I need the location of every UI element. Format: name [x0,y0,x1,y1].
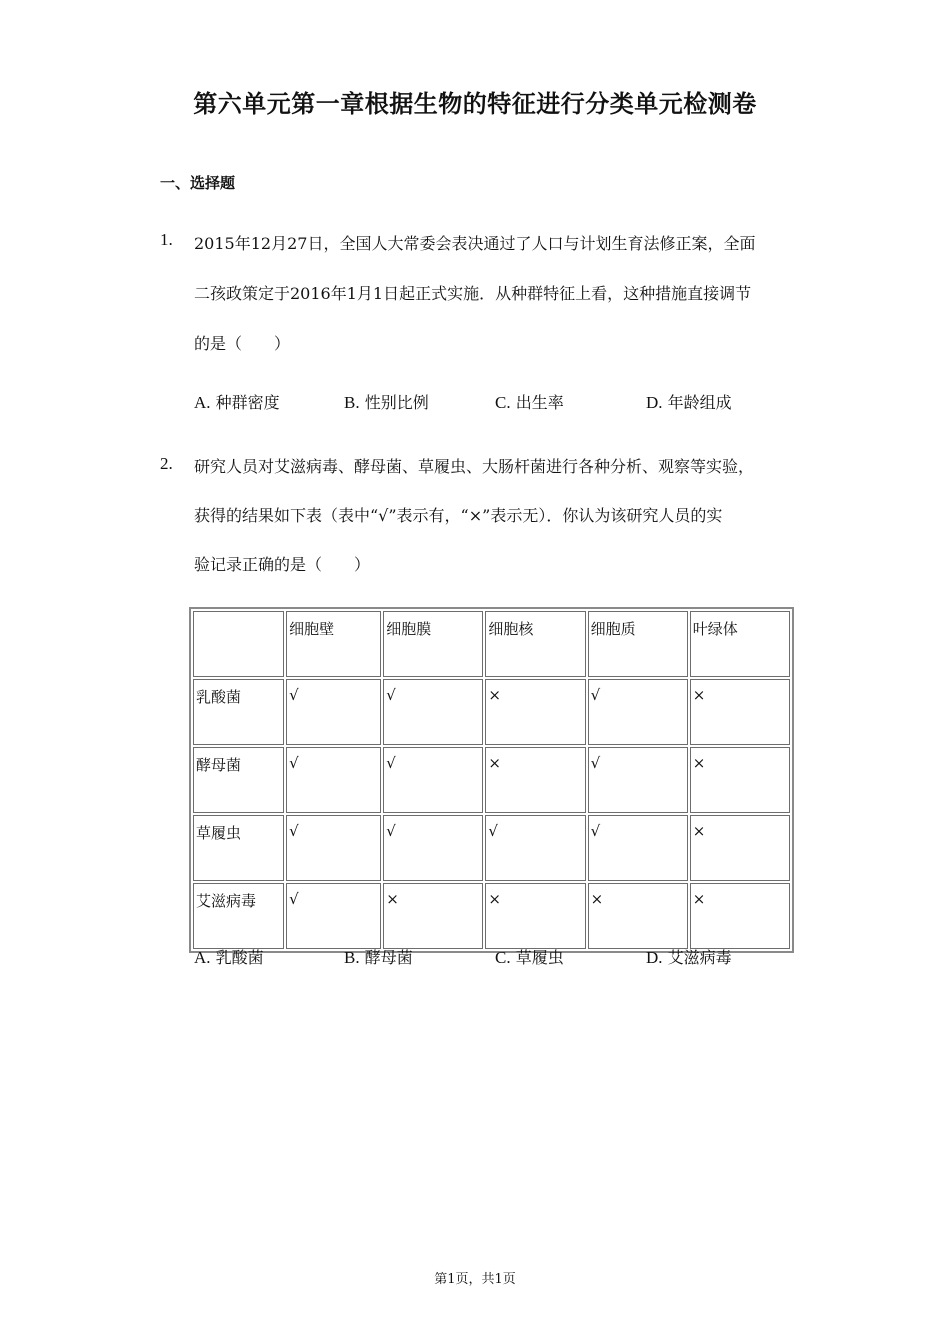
question-1-line-3: 的是（ ） [194,334,291,353]
question-1-option-c[interactable] [495,390,564,413]
table-cell: 艾滋病毒 [193,883,284,949]
table-cell: 酵母菌 [193,747,284,813]
document-title: 第六单元第一章根据生物的特征进行分类单元检测卷 [193,90,757,118]
option-text: 性别比例 [364,393,429,412]
table-cell: √ [286,883,381,949]
table-cell: √ [286,747,381,813]
table-header-cell: 叶绿体 [690,611,790,677]
table-header-cell: 细胞核 [485,611,585,677]
option-letter: C. [495,948,511,967]
option-letter: B. [344,948,360,967]
option-text: 草履虫 [515,948,564,967]
table-cell: √ [588,679,688,745]
option-text: 种群密度 [215,393,280,412]
question-2-number: 2. [160,454,173,473]
table-row [193,815,790,881]
question-1-option-b[interactable] [344,390,429,413]
option-text: 酵母菌 [364,948,413,967]
table-cell: × [690,883,790,949]
question-2-line-2: 获得的结果如下表（表中“√”表示有，“×”表示无）．你认为该研究人员的实 [194,506,723,525]
question-2-line-3: 验记录正确的是（ ） [194,555,371,574]
option-text: 艾滋病毒 [667,948,732,967]
option-letter: A. [194,393,211,412]
table-cell: × [383,883,483,949]
table-header-cell: 细胞膜 [383,611,483,677]
table-cell: × [588,883,688,949]
option-letter: D. [646,393,663,412]
question-2-option-c[interactable] [495,945,564,968]
table-cell: 草履虫 [193,815,284,881]
table-header-cell: 细胞质 [588,611,688,677]
option-text: 乳酸菌 [215,948,264,967]
table-cell: × [690,679,790,745]
table-cell: × [690,747,790,813]
table-header-cell [193,611,284,677]
question-1-line-2: 二孩政策定于2016年1月1日起正式实施．从种群特征上看，这种措施直接调节 [194,284,752,303]
results-table [189,607,794,953]
question-1-option-a[interactable] [194,390,280,413]
table-cell: × [690,815,790,881]
table-cell: × [485,747,585,813]
question-2-option-a[interactable] [194,945,264,968]
question-1-number: 1. [160,230,173,249]
table-cell: √ [286,815,381,881]
table-row [193,883,790,949]
question-1-line-1: 2015年12月27日，全国人大常委会表决通过了人口与计划生育法修正案，全面 [194,234,756,253]
table-cell: × [485,883,585,949]
table-header-row [193,611,790,677]
option-text: 年龄组成 [667,393,732,412]
question-2-option-b[interactable] [344,945,413,968]
option-letter: C. [495,393,511,412]
table-header-cell: 细胞壁 [286,611,381,677]
table-cell: √ [383,679,483,745]
option-letter: A. [194,948,211,967]
option-letter: B. [344,393,360,412]
section-heading: 一、选择题 [160,174,236,192]
table-cell: √ [485,815,585,881]
table-cell: √ [383,815,483,881]
table-cell: √ [286,679,381,745]
option-text: 出生率 [515,393,564,412]
question-1-option-d[interactable] [646,390,732,413]
option-letter: D. [646,948,663,967]
table-cell: × [485,679,585,745]
question-2-option-d[interactable] [646,945,732,968]
table-cell: √ [588,815,688,881]
page-footer: 第1页，共1页 [434,1272,516,1287]
table-cell: √ [588,747,688,813]
table-cell: 乳酸菌 [193,679,284,745]
table-row [193,747,790,813]
table-cell: √ [383,747,483,813]
question-2-line-1: 研究人员对艾滋病毒、酵母菌、草履虫、大肠杆菌进行各种分析、观察等实验， [194,457,755,476]
table-row [193,679,790,745]
